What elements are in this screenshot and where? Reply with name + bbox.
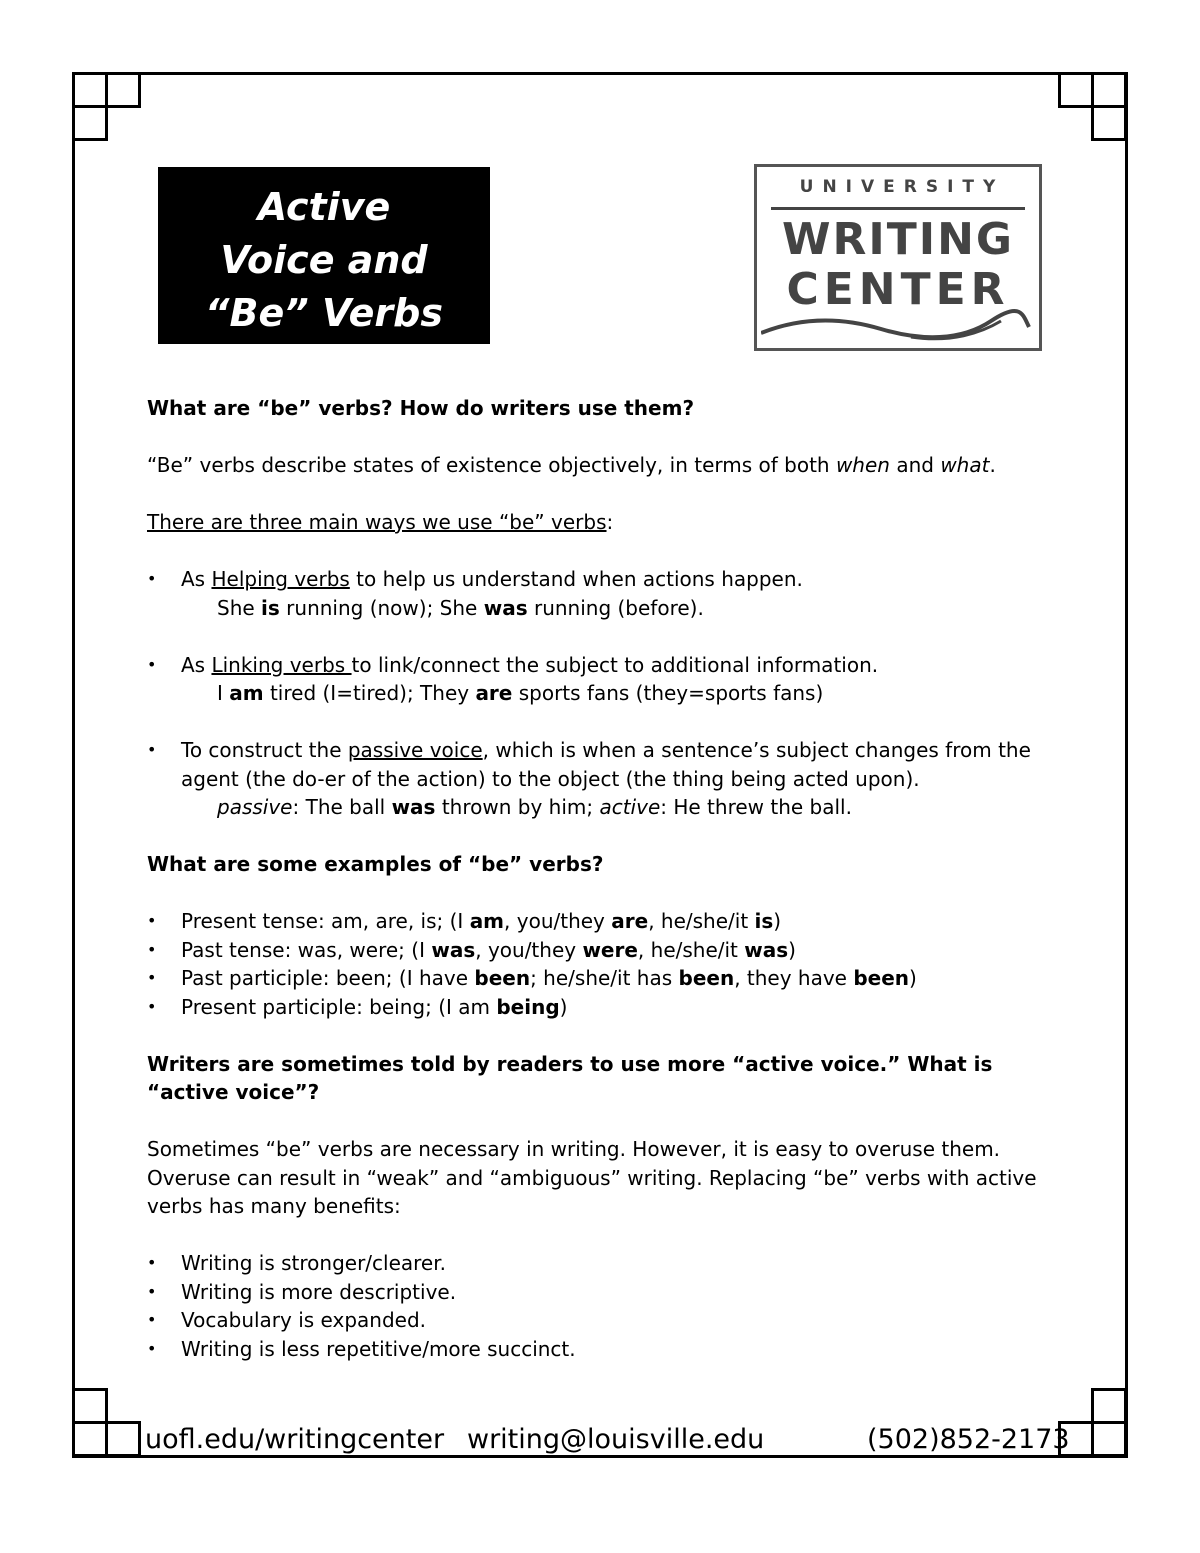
item-text: to link/connect the subject to additional information. — [351, 652, 879, 677]
list-item — [147, 907, 1047, 936]
item-verb: was — [744, 937, 789, 962]
item-text: Present tense: am, are, is; (I — [181, 909, 470, 933]
ways-colon: : — [606, 510, 614, 534]
intro-when: when — [835, 453, 890, 477]
item-text: ) — [909, 966, 917, 990]
title-line-3: “Be” Verbs — [205, 291, 443, 335]
footer-phone: (502)852-2173 — [867, 1424, 1070, 1455]
item-verb: been — [474, 966, 531, 990]
list-item — [147, 565, 1047, 622]
list-item: • Writing is more descriptive. — [147, 1278, 1047, 1307]
example-verb: are — [475, 681, 513, 705]
writing-center-logo — [754, 164, 1042, 351]
item-text: Past participle: been; (I have — [181, 966, 475, 990]
examples-list — [147, 907, 1047, 1021]
example-verb: is — [261, 595, 280, 620]
example-label-passive: passive — [217, 795, 293, 819]
example-text: : The ball — [292, 795, 392, 819]
corner-ornament-bottom-left — [72, 1388, 142, 1458]
list-item: • Writing is less repetitive/more succinct. — [147, 1335, 1047, 1364]
example-text: sports fans (they=sports fans) — [512, 681, 824, 705]
item-text: Present participle: being; (I am — [181, 994, 497, 1019]
title-banner — [158, 167, 490, 344]
list-item — [147, 736, 1047, 822]
list-item — [147, 936, 1047, 965]
example-line — [181, 594, 1047, 623]
list-item: • Vocabulary is expanded. — [147, 1306, 1047, 1335]
main-content — [147, 394, 1047, 1363]
example-text: running (before). — [527, 595, 704, 620]
title-line-1: Active — [257, 185, 391, 229]
example-line — [181, 793, 1047, 822]
section-heading-active-voice: Writers are sometimes told by readers to use more “active voice.” What is “active voice”? — [147, 1051, 993, 1104]
item-verb: being — [496, 994, 560, 1019]
item-text: ) — [559, 994, 568, 1019]
logo-university-text: UNIVERSITY — [799, 177, 1005, 197]
logo-rule — [771, 207, 1025, 210]
example-text: thrown by him; — [435, 795, 600, 819]
footer-website[interactable]: uofl.edu/writingcenter — [145, 1424, 445, 1455]
example-verb: was — [391, 795, 436, 819]
example-verb: am — [229, 681, 264, 705]
item-text: As — [181, 567, 212, 591]
item-text: ) — [773, 909, 782, 933]
item-term: Linking verbs — [211, 652, 352, 677]
logo-wave-icon — [761, 307, 1033, 343]
example-verb: was — [483, 595, 528, 620]
item-text: To construct the — [181, 738, 348, 762]
item-verb: were — [582, 937, 638, 962]
item-text: , he/she/it — [648, 909, 755, 933]
example-label-active: active — [599, 795, 661, 819]
intro-text: “Be” verbs describe states of existence objectively, in terms of both — [147, 453, 836, 477]
intro-end: . — [989, 453, 996, 477]
usage-list — [147, 565, 1047, 822]
item-text: ) — [788, 937, 796, 962]
item-verb: are — [611, 909, 649, 933]
item-text: Past tense: was, were; (I — [181, 937, 432, 962]
benefits-list — [147, 1249, 1047, 1363]
item-term: Helping verbs — [211, 567, 350, 591]
item-verb: been — [678, 966, 735, 990]
item-text: ; he/she/it has — [530, 966, 679, 990]
item-verb: been — [853, 966, 910, 990]
item-text: , you/they — [504, 909, 612, 933]
list-item: • Writing is stronger/clearer. — [147, 1249, 1047, 1278]
section-heading-examples: What are some examples of “be” verbs? — [147, 852, 604, 876]
example-text: running (now); She — [279, 595, 484, 620]
item-verb: is — [754, 909, 774, 933]
item-verb: am — [469, 909, 505, 933]
intro-paragraph — [147, 451, 1047, 480]
item-text: , he/she/it — [637, 937, 745, 962]
example-text: I — [217, 681, 230, 705]
intro-and: and — [889, 453, 941, 477]
corner-ornament-top-left — [72, 72, 142, 142]
logo-writing-text: WRITING — [781, 214, 1015, 265]
example-line — [181, 679, 1047, 708]
example-text: : He threw the ball. — [660, 795, 852, 819]
ways-underlined: There are three main ways we use “be” verbs — [147, 510, 607, 534]
item-text: , they have — [734, 966, 854, 990]
list-item — [147, 651, 1047, 708]
item-text: As — [181, 652, 212, 677]
item-text: , you/they — [475, 937, 583, 962]
item-verb: was — [431, 937, 476, 962]
corner-ornament-top-right — [1058, 72, 1128, 142]
logo-center-text: CENTER — [786, 264, 1010, 315]
section-heading-be-verbs: What are “be” verbs? How do writers use them? — [147, 396, 695, 420]
example-text: tired (I=tired); They — [263, 681, 476, 705]
benefits-paragraph: Sometimes “be” verbs are necessary in writing. However, it is easy to overuse them. Overuse can result in “weak” and “ambiguous” writing. Replacing “be” verbs with active verbs has many benefits: — [147, 1137, 1037, 1218]
item-text: , which is when a sentence’s subject changes from the agent (the do-er of the action) to the object (the thing being acted upon). — [181, 738, 1031, 791]
intro-what: what — [940, 453, 990, 477]
footer-email[interactable]: writing@louisville.edu — [467, 1424, 765, 1455]
item-text: to help us understand when actions happen. — [349, 567, 803, 591]
example-text: She — [217, 595, 262, 620]
list-item — [147, 993, 1047, 1022]
ways-line — [147, 508, 1047, 537]
list-item — [147, 964, 1047, 993]
item-term: passive voice — [347, 738, 483, 762]
title-line-2: Voice and — [220, 238, 428, 282]
